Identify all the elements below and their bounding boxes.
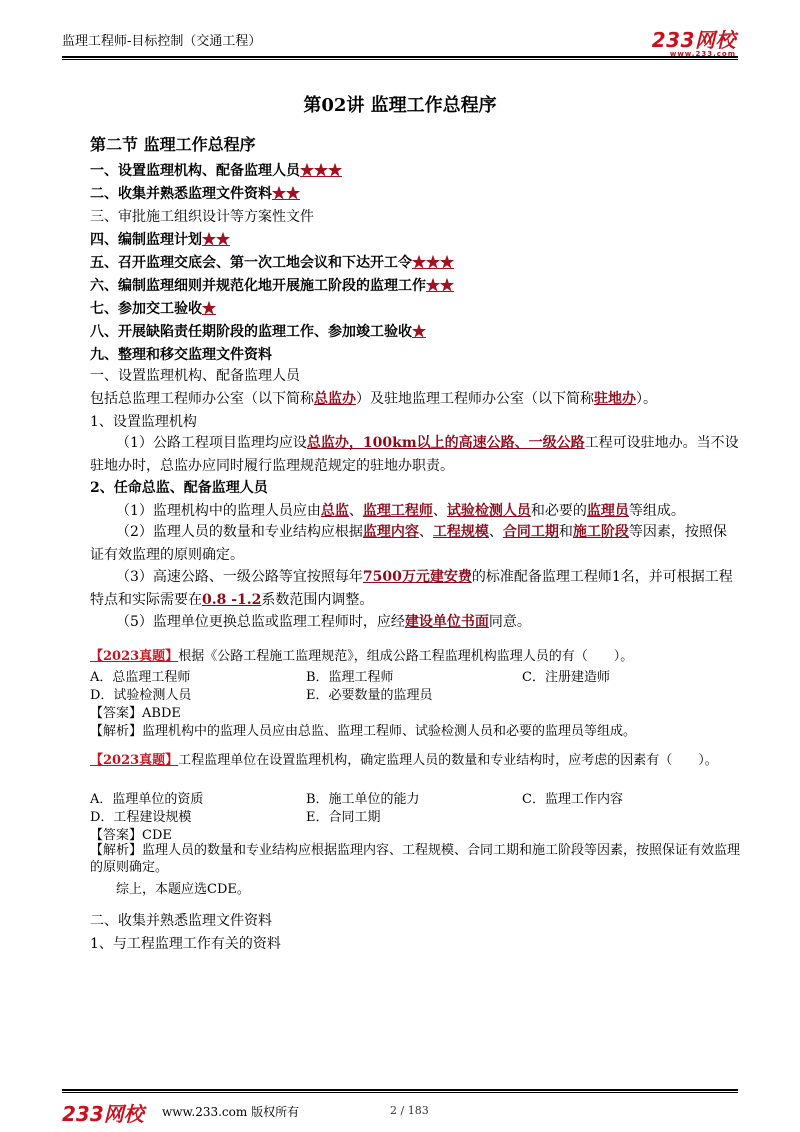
- paragraph-rule-1: （1）公路工程项目监理均应设总监办，100km以上的高速公路、一级公路工程可设驻地办。当不设驻地办时，总监办应同时履行监理规范规定的驻地办职责。: [90, 435, 739, 474]
- option: E．必要数量的监理员: [306, 688, 433, 703]
- brand-logo-url: www.233.com: [669, 50, 736, 58]
- outline-item: 三、审批施工组织设计等方案性文件: [90, 209, 314, 225]
- option: C．注册建造师: [522, 670, 610, 685]
- brand-logo-text: 233网校: [651, 28, 736, 52]
- paragraph-staff-quantity: （2）监理人员的数量和专业结构应根据监理内容、工程规模、合同工期和施工阶段等因素，按照保证有效监理的原则确定。: [90, 524, 727, 563]
- paragraph-staff-composition: （1）监理机构中的监理人员应由总监、监理工程师、试验检测人员和必要的监理员等组成。: [116, 503, 685, 519]
- heading-setup-organization: 一、设置监理机构、配备监理人员: [90, 368, 300, 384]
- answer: 【答案】ABDE: [90, 706, 181, 721]
- heading-setup-agency: 1、设置监理机构: [90, 414, 197, 430]
- exam-question-1: 【2023真题】根据《公路工程施工监理规范》，组成公路工程监理机构监理人员的有（ ）。: [90, 649, 634, 664]
- header-title: 监理工程师-目标控制（交通工程）: [62, 34, 262, 49]
- exam-question-2: 【2023真题】工程监理单位在设置监理机构，确定监理人员的数量和专业结构时，应考虑的因素有（ ）。: [90, 753, 718, 768]
- importance-stars-icon: ★★: [426, 278, 454, 294]
- option: D．试验检测人员: [90, 688, 192, 703]
- option: A．总监理工程师: [90, 670, 191, 685]
- lecture-title: 第02讲 监理工作总程序: [303, 95, 497, 116]
- option: C．监理工作内容: [522, 792, 623, 807]
- section-title: 第二节 监理工作总程序: [90, 135, 256, 154]
- option: D．工程建设规模: [90, 810, 192, 825]
- footer-rule: [62, 1089, 738, 1091]
- answer: 【答案】CDE: [90, 828, 172, 843]
- option: A．监理单位的资质: [90, 792, 204, 807]
- option: B．监理工程师: [306, 670, 394, 685]
- option: E．合同工期: [306, 810, 381, 825]
- heading-appoint-staff: 2、任命总监、配备监理人员: [90, 480, 268, 496]
- outline-item: 二、收集并熟悉监理文件资料★★: [90, 186, 300, 202]
- importance-stars-icon: ★★: [202, 232, 230, 248]
- heading-related-materials: 1、与工程监理工作有关的资料: [90, 936, 281, 952]
- exam-tag: 【2023真题】: [90, 649, 179, 664]
- importance-stars-icon: ★: [412, 324, 426, 340]
- importance-stars-icon: ★★: [272, 186, 300, 202]
- outline-item: 九、整理和移交监理文件资料: [90, 347, 272, 363]
- header-rule-thin: [62, 59, 738, 60]
- footer-rule-thin: [62, 1092, 738, 1093]
- footer-logo: 233网校: [62, 1102, 144, 1126]
- outline-item: 六、编制监理细则并规范化地开展施工阶段的监理工作★★: [90, 278, 454, 294]
- paragraph-offices: 包括总监理工程师办公室（以下简称总监办）及驻地监理工程师办公室（以下简称驻地办）。: [90, 391, 657, 407]
- outline-item: 七、参加交工验收★: [90, 301, 216, 317]
- paragraph-staffing-ratio: （3）高速公路、一级公路等宜按照每年7500万元建安费的标准配备监理工程师1名，并可根据工程特点和实际需要在0.8 -1.2系数范围内调整。: [90, 569, 733, 608]
- conclusion: 综上，本题应选CDE。: [116, 882, 250, 897]
- outline-item: 五、召开监理交底会、第一次工地会议和下达开工令★★★: [90, 255, 454, 271]
- outline-item: 八、开展缺陷责任期阶段的监理工作、参加竣工验收★: [90, 324, 426, 340]
- option: B．施工单位的能力: [306, 792, 420, 807]
- footer-site: www.233.com 版权所有: [162, 1105, 300, 1119]
- brand-logo: [652, 24, 736, 58]
- importance-stars-icon: ★: [202, 301, 216, 317]
- exam-tag: 【2023真题】: [90, 753, 179, 768]
- outline-item: 四、编制监理计划★★: [90, 232, 230, 248]
- importance-stars-icon: ★★★: [412, 255, 454, 271]
- importance-stars-icon: ★★★: [300, 163, 342, 179]
- header-rule: [62, 56, 738, 58]
- analysis: 【解析】监理人员的数量和专业结构应根据监理内容、工程规模、合同工期和施工阶段等因素，按照保证有效监理的原则确定。: [90, 843, 741, 875]
- analysis: 【解析】监理机构中的监理人员应由总监、监理工程师、试验检测人员和必要的监理员等组成。: [90, 724, 637, 739]
- heading-collect-documents: 二、收集并熟悉监理文件资料: [90, 913, 272, 929]
- page-number: 2 / 183: [390, 1104, 429, 1117]
- paragraph-replace-staff: （5）监理单位更换总监或监理工程师时，应经建设单位书面同意。: [116, 614, 531, 630]
- outline-item: 一、设置监理机构、配备监理人员★★★: [90, 163, 342, 179]
